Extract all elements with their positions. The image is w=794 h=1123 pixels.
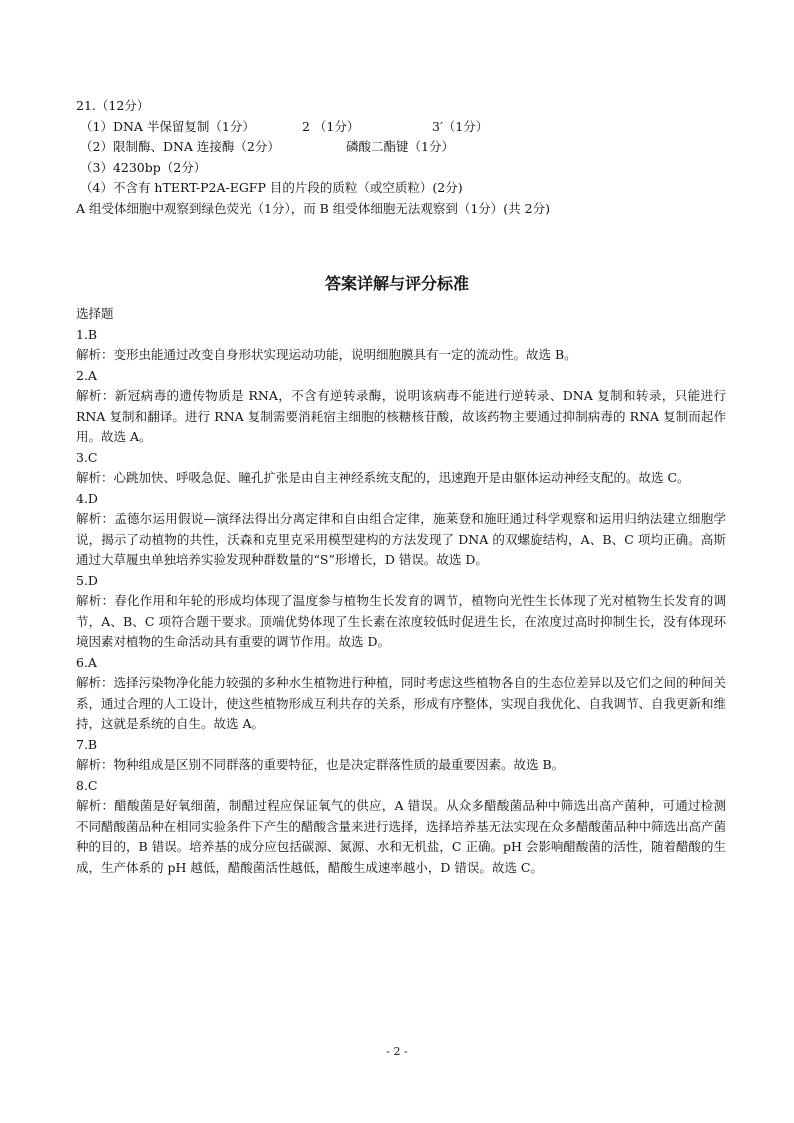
q21-line-5: A 组受体细胞中观察到绿色荧光（1分），而 B 组受体细胞无法观察到（1分）(共 2分) bbox=[76, 200, 550, 216]
q21-l2-b: 磷酸二酯键（1分） bbox=[346, 139, 454, 154]
answer-6-num: 6.A bbox=[76, 654, 97, 670]
question-21-answer bbox=[76, 96, 726, 219]
q21-line-3: （3）4230bp（2分） bbox=[80, 159, 207, 175]
answer-1-text: 解析：变形虫能通过改变自身形状实现运动功能，说明细胞膜具有一定的流动性。故选 B。 bbox=[76, 347, 577, 362]
answer-5-num: 5.D bbox=[76, 572, 98, 588]
answer-4-num: 4.D bbox=[76, 490, 98, 506]
answer-2-text: 解析：新冠病毒的遗传物质是 RNA，不含有逆转录酶，说明该病毒不能进行逆转录、DNA 复制和转录，只能进行 RNA 复制和翻译。进行 RNA 复制需要消耗宿主细胞的核糖核苷酸，故该药物主要通过抑制病毒的 RNA 复制而起作用。故选 A。 bbox=[76, 388, 726, 444]
answer-4-text: 解析：孟德尔运用假说—演绎法得出分离定律和自由组合定律，施莱登和施旺通过科学观察和运用归纳法建立细胞学说，揭示了动植物的共性，沃森和克里克采用模型建构的方法发现了 DNA 的双螺旋结构，A、B、C 项均正确。高斯通过大草履虫单独培养实验发现种群数量的“S”形增长，D 错误。故选 D。 bbox=[76, 511, 726, 567]
answer-1-num: 1.B bbox=[76, 326, 98, 342]
q21-l1-a: （1）DNA 半保留复制（1分） bbox=[80, 118, 255, 134]
page-number: - 2 - bbox=[386, 1045, 408, 1058]
answer-2-num: 2.A bbox=[76, 367, 97, 383]
q21-line-4: （4）不含有 hTERT-P2A-EGFP 目的片段的质粒（或空质粒）(2分) bbox=[80, 180, 463, 195]
q21-line-1 bbox=[76, 117, 726, 138]
subsection-label: 选择题 bbox=[76, 306, 114, 321]
q21-line-2 bbox=[76, 137, 726, 158]
q21-l1-c: 3′（1分） bbox=[432, 118, 489, 134]
answer-3-num: 3.C bbox=[76, 449, 98, 465]
q21-header: 21.（12分） bbox=[76, 98, 150, 113]
answer-7-num: 7.B bbox=[76, 736, 98, 752]
section-title: 答案详解与评分标准 bbox=[324, 274, 469, 293]
q21-l2-a: （2）限制酶、DNA 连接酶（2分） bbox=[80, 139, 280, 154]
answer-6-text: 解析：选择污染物净化能力较强的多种水生植物进行种植，同时考虑这些植物各自的生态位差异以及它们之间的种间关系，通过合理的人工设计，使这些植物形成互利共存的关系，形成有序整体，实现自我优化、自我调节、自我更新和维持，这就是系统的自生。故选 A。 bbox=[76, 675, 727, 731]
answer-7-text: 解析：物种组成是区别不同群落的重要特征，也是决定群落性质的最重要因素。故选 B。 bbox=[76, 757, 565, 772]
answer-8-num: 8.C bbox=[76, 777, 98, 793]
choice-answers bbox=[76, 304, 726, 878]
answer-5-text: 解析：春化作用和年轮的形成均体现了温度参与植物生长发育的调节，植物向光性生长体现了光对植物生长发育的调节，A、B、C 项符合题干要求。顶端优势体现了生长素在浓度较低时促进生长，在浓度过高时抑制生长，没有体现环境因素对植物的生命活动具有重要的调节作用。故选 D。 bbox=[76, 593, 726, 649]
answer-8-text: 解析：醋酸菌是好氧细菌，制醋过程应保证氧气的供应，A 错误。从众多醋酸菌品种中筛选出高产菌种，可通过检测不同醋酸菌品种在相同实验条件下产生的醋酸含量来进行选择，选择培养基无法实现在众多醋酸菌品种中筛选出高产菌种的目的，B 错误。培养基的成分应包括碳源、氮源、水和无机盐，C 正确。pH 会影响醋酸菌的活性，随着醋酸的生成，生产体系的 pH 越低，醋酸菌活性越低，醋酸生成速率越小，D 错误。故选 C。 bbox=[76, 798, 727, 875]
answer-3-text: 解析：心跳加快、呼吸急促、瞳孔扩张是由自主神经系统支配的，迅速跑开是由躯体运动神经支配的。故选 C。 bbox=[76, 470, 690, 485]
q21-l1-b: 2 （1分） bbox=[302, 118, 360, 134]
